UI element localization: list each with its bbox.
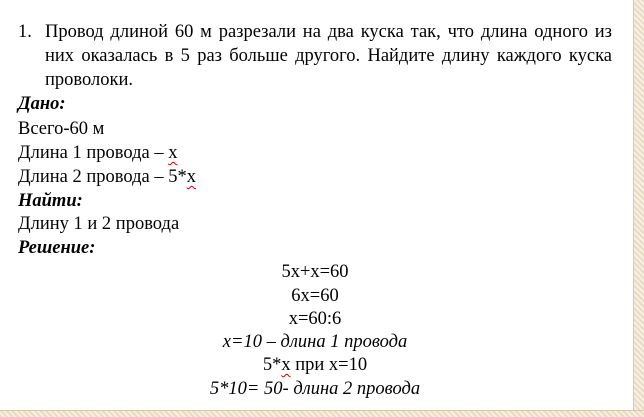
solution-substitution: [0, 353, 630, 377]
slide-frame-bottom: [0, 410, 644, 417]
solution-eq1: 5х+х=60: [281, 262, 349, 282]
solution-sub-suffix: при х=10: [290, 355, 368, 375]
given-wire1-prefix: Длина 1 провода –: [18, 143, 169, 163]
given-wire1-var: х: [168, 143, 178, 163]
find-text: Длину 1 и 2 провода: [18, 214, 180, 234]
problem-number: 1.: [18, 22, 32, 42]
given-total: Всего-60 м: [18, 119, 105, 139]
given-wire1: [18, 141, 177, 165]
solution-eq3: х=60:6: [288, 309, 342, 329]
given-wire2-var: х: [186, 167, 196, 187]
given-heading: Дано:: [18, 94, 66, 114]
problem-text: Провод длиной 60 м разрезали на два куска так, что длина одного из них оказалась в 5 раз больше другого. Найдите длину каждого куска проволоки.: [45, 22, 612, 90]
solution-sub-var: х: [281, 355, 291, 375]
solution-result2: 5*10= 50- длина 2 провода: [209, 379, 421, 399]
given-wire2-prefix: Длина 2 провода – 5*: [18, 167, 187, 187]
problem-statement: [18, 20, 612, 92]
solution-result1: х=10 – длина 1 провода: [222, 332, 408, 352]
find-heading: Найти:: [18, 191, 83, 211]
solution-heading: Решение:: [18, 238, 96, 258]
slide-frame-right: [633, 0, 644, 417]
solution-eq2: 6х=60: [291, 286, 339, 306]
solution-sub-prefix: 5*: [262, 355, 282, 375]
given-wire2: [18, 165, 196, 189]
